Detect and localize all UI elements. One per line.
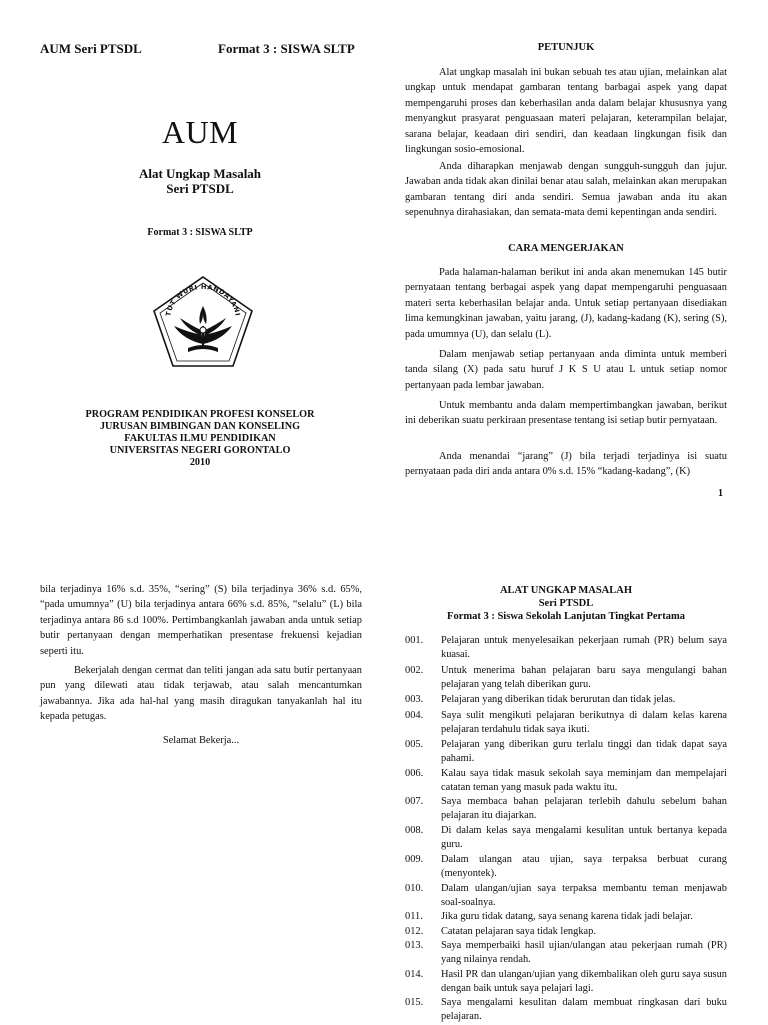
item-number: 001. [405, 635, 424, 646]
cover-subtitle-2: Seri PTSDL [166, 181, 234, 196]
emblem-motto: TUT WURI HANDAYANI [164, 282, 242, 317]
list-item [405, 738, 727, 767]
list-item [405, 968, 727, 997]
petunjuk-paragraph-6: Anda menandai “jarang” (J) bila terjadi terjadinya isi suatu pernyataan pada diri anda antara 0% s.d. 15% “kadang-kadang”, (K) [405, 451, 727, 478]
questionnaire-title-3: Format 3 : Siswa Sekolah Lanjutan Tingkat Pertama [447, 611, 685, 622]
header-left: AUM Seri PTSDL [40, 41, 142, 56]
item-number: 013. [405, 940, 424, 951]
petunjuk-paragraph-1: Alat ungkap masalah ini bukan sebuah tes atau ujian, melainkan alat ungkap untuk mendapat gambaran tentang barbagai aspek yang dapat mempengaruhi proses dan keberhasilan anda dalam belajar khususnya yang menyangkut prasyarat penguasaan materi pelajaran, keterampilan belajar, sarana belajar, keadaan diri sendiri, dan keadaan lingkungan fisik dan lingkungan sosio-emosional. [405, 67, 727, 156]
page-number: 1 [718, 488, 723, 499]
petunjuk-paragraph-3: Pada halaman-halaman berikut ini anda akan menemukan 145 butir pernyataan tentang berbagai aspek yang dapat mempengaruhi penguasaan materi serta keberhasilan belajar anda. Untuk setiap pertanyaan disediakan lima kemungkinan jawaban, yaitu jarang, (J), kadang-kadang (K), sering (S), pada umumnya (U), dan selalu (L). [405, 267, 727, 340]
cover-format: Format 3 : SISWA SLTP [147, 227, 253, 238]
item-text: Saya mengalami kesulitan dalam membuat ringkasan dari buku pelajaran. [441, 997, 727, 1023]
item-text: Jika guru tidak datang, saya senang karena tidak jadi belajar. [441, 911, 693, 922]
tut-wuri-handayani-emblem [148, 274, 258, 370]
item-number: 003. [405, 694, 424, 705]
cara-mengerjakan-heading: CARA MENGERJAKAN [508, 243, 624, 254]
list-item [405, 664, 727, 693]
item-text: Di dalam kelas saya mengalami kesulitan untuk bertanya kepada guru. [441, 825, 727, 851]
institution-block [40, 409, 360, 469]
item-number: 004. [405, 710, 424, 721]
list-item [405, 910, 727, 924]
petunjuk-paragraph-2: Anda diharapkan menjawab dengan sungguh-sungguh dan jujur. Jawaban anda tidak akan dinilai benar atau salah, melainkan akan merupakan gambaran tentang diri anda sendiri. Semua jawaban anda itu akan sepenuhnya dirahasiakan, dan semata-mata demi kepentingan anda sendiri. [405, 161, 727, 219]
institution-line: PROGRAM PENDIDIKAN PROFESI KONSELOR [85, 409, 315, 420]
closing-text: Selamat Bekerja... [162, 735, 240, 746]
item-number: 007. [405, 796, 424, 807]
list-item [405, 709, 727, 738]
item-number: 012. [405, 926, 424, 937]
institution-line: JURUSAN BIMBINGAN DAN KONSELING [99, 421, 301, 432]
list-item [405, 925, 727, 939]
list-item [405, 634, 727, 663]
item-text: Saya memperbaiki hasil ujian/ulangan atau pekerjaan rumah (PR) yang nilainya rendah. [441, 940, 727, 966]
list-item [405, 795, 727, 824]
item-text: Hasil PR dan ulangan/ujian yang dikembalikan oleh guru saya susun dengan baik untuk saya pelajari lagi. [441, 969, 727, 995]
item-number: 005. [405, 739, 424, 750]
institution-line: FAKULTAS ILMU PENDIDIKAN [124, 433, 276, 444]
list-item [405, 767, 727, 796]
institution-line: UNIVERSITAS NEGERI GORONTALO [109, 445, 291, 456]
list-item [405, 853, 727, 882]
item-text: Dalam ulangan/ujian saya terpaksa membantu teman menjawab soal-soalnya. [441, 883, 727, 909]
petunjuk-heading: PETUNJUK [537, 42, 595, 53]
item-number: 006. [405, 768, 424, 779]
questionnaire-title-1: ALAT UNGKAP MASALAH [499, 585, 633, 596]
list-item [405, 824, 727, 853]
institution-year: 2010 [189, 457, 211, 468]
list-item [405, 996, 727, 1025]
item-text: Catatan pelajaran saya tidak lengkap. [441, 926, 596, 937]
cover-title: AUM [161, 114, 239, 150]
questionnaire-title-2: Seri PTSDL [538, 598, 594, 609]
item-number: 011. [405, 911, 423, 922]
item-number: 010. [405, 883, 424, 894]
item-text: Kalau saya tidak masuk sekolah saya meminjam dan mempelajari catatan teman yang masuk pada waktu itu. [441, 768, 727, 794]
item-text: Pelajaran yang diberikan tidak berurutan dan tidak jelas. [441, 694, 676, 705]
item-text: Dalam ulangan atau ujian, saya terpaksa berbuat curang (menyontek). [441, 854, 727, 880]
continuation-paragraph-2: Bekerjalah dengan cermat dan teliti jangan ada satu butir pertanyaan pun yang dilewati atau tidak terjawab, atau salah mencantumkan jawabannya. Jika ada hal-hal yang masih diragukan tanyakanlah hal itu kepada petugas. [40, 665, 362, 723]
item-text: Pelajaran yang diberikan guru terlalu tinggi dan tidak dapat saya pahami. [441, 739, 727, 765]
item-text: Saya sulit mengikuti pelajaran berikutnya di dalam kelas karena pelajaran terdahulu tidak saya ikuti. [441, 710, 727, 736]
item-number: 008. [405, 825, 424, 836]
list-item [405, 882, 727, 911]
item-text: Saya membaca bahan pelajaran terlebih dahulu sebelum bahan pelajaran itu diajarkan. [441, 796, 727, 822]
item-text: Untuk menerima bahan pelajaran baru saya mengulangi bahan pelajaran yang telah diberikan guru. [441, 665, 727, 691]
item-text: Pelajaran untuk menyelesaikan pekerjaan rumah (PR) belum saya kuasai. [441, 635, 727, 661]
cover-subtitle-1: Alat Ungkap Masalah [138, 166, 262, 181]
list-item [405, 693, 727, 707]
list-item [405, 939, 727, 968]
continuation-paragraph-1: bila terjadinya 16% s.d. 35%, “sering” (S) bila terjadinya 36% s.d. 65%, “pada umumnya” (U) bila terjadinya antara 66% s.d. 85%, “selalu” (L) bila terjadinya antara 86 s.d 100%. Pertimbangkanlah jawaban anda untuk setiap butir pertanyaan dengan memperhatikan presentase frekuensi kejadian seperti itu. [40, 584, 362, 657]
item-number: 014. [405, 969, 424, 980]
item-number: 002. [405, 665, 424, 676]
item-number: 009. [405, 854, 424, 865]
header-middle: Format 3 : SISWA SLTP [218, 41, 355, 56]
item-number: 015. [405, 997, 424, 1008]
petunjuk-paragraph-4: Dalam menjawab setiap pertanyaan anda diminta untuk memberi tanda silang (X) pada satu huruf J K S U atau L untuk setiap nomor pertanyaan pada lembar jawaban. [405, 349, 727, 391]
petunjuk-paragraph-5: Untuk membantu anda dalam mempertimbangkan jawaban, berikut ini deberikan suatu perkiraan presentase tentang isi setiap butir pernyataan. [405, 400, 727, 427]
